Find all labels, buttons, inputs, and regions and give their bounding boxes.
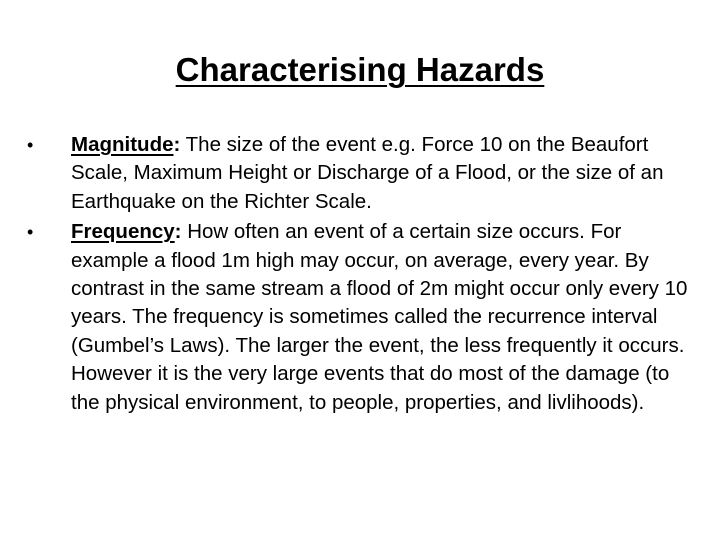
- bullet-colon: :: [174, 220, 182, 244]
- bullet-text: How often an event of a certain size occurs. For example a flood 1m high may occur, on average, every year. By contrast in the same stream a flood of 2m might occur only every 10 years. The frequency is sometimes called the recurrence interval (Gumbel’s Laws). The larger the event, the less frequently it occurs. However it is the very large events that do most of the damage (to the physical environment, to people, properties, and livlihoods).: [71, 220, 688, 414]
- bullet-term: Frequency: [71, 220, 175, 244]
- bullet-colon: :: [173, 133, 181, 156]
- bullet-text: The size of the event e.g. Force 10 on the Beaufort Scale, Maximum Height or Discharge of a Flood, or the size of an Earthquake on the Richter Scale.: [71, 133, 664, 213]
- slide-title: Characterising Hazards: [175, 51, 545, 88]
- bullet-item-magnitude: [26, 131, 698, 216]
- bullet-list: [26, 131, 698, 419]
- bullet-dot-icon: •: [27, 222, 34, 243]
- bullet-item-frequency: [26, 218, 698, 417]
- bullet-dot-icon: •: [27, 135, 34, 155]
- bullet-term: Magnitude: [71, 133, 174, 156]
